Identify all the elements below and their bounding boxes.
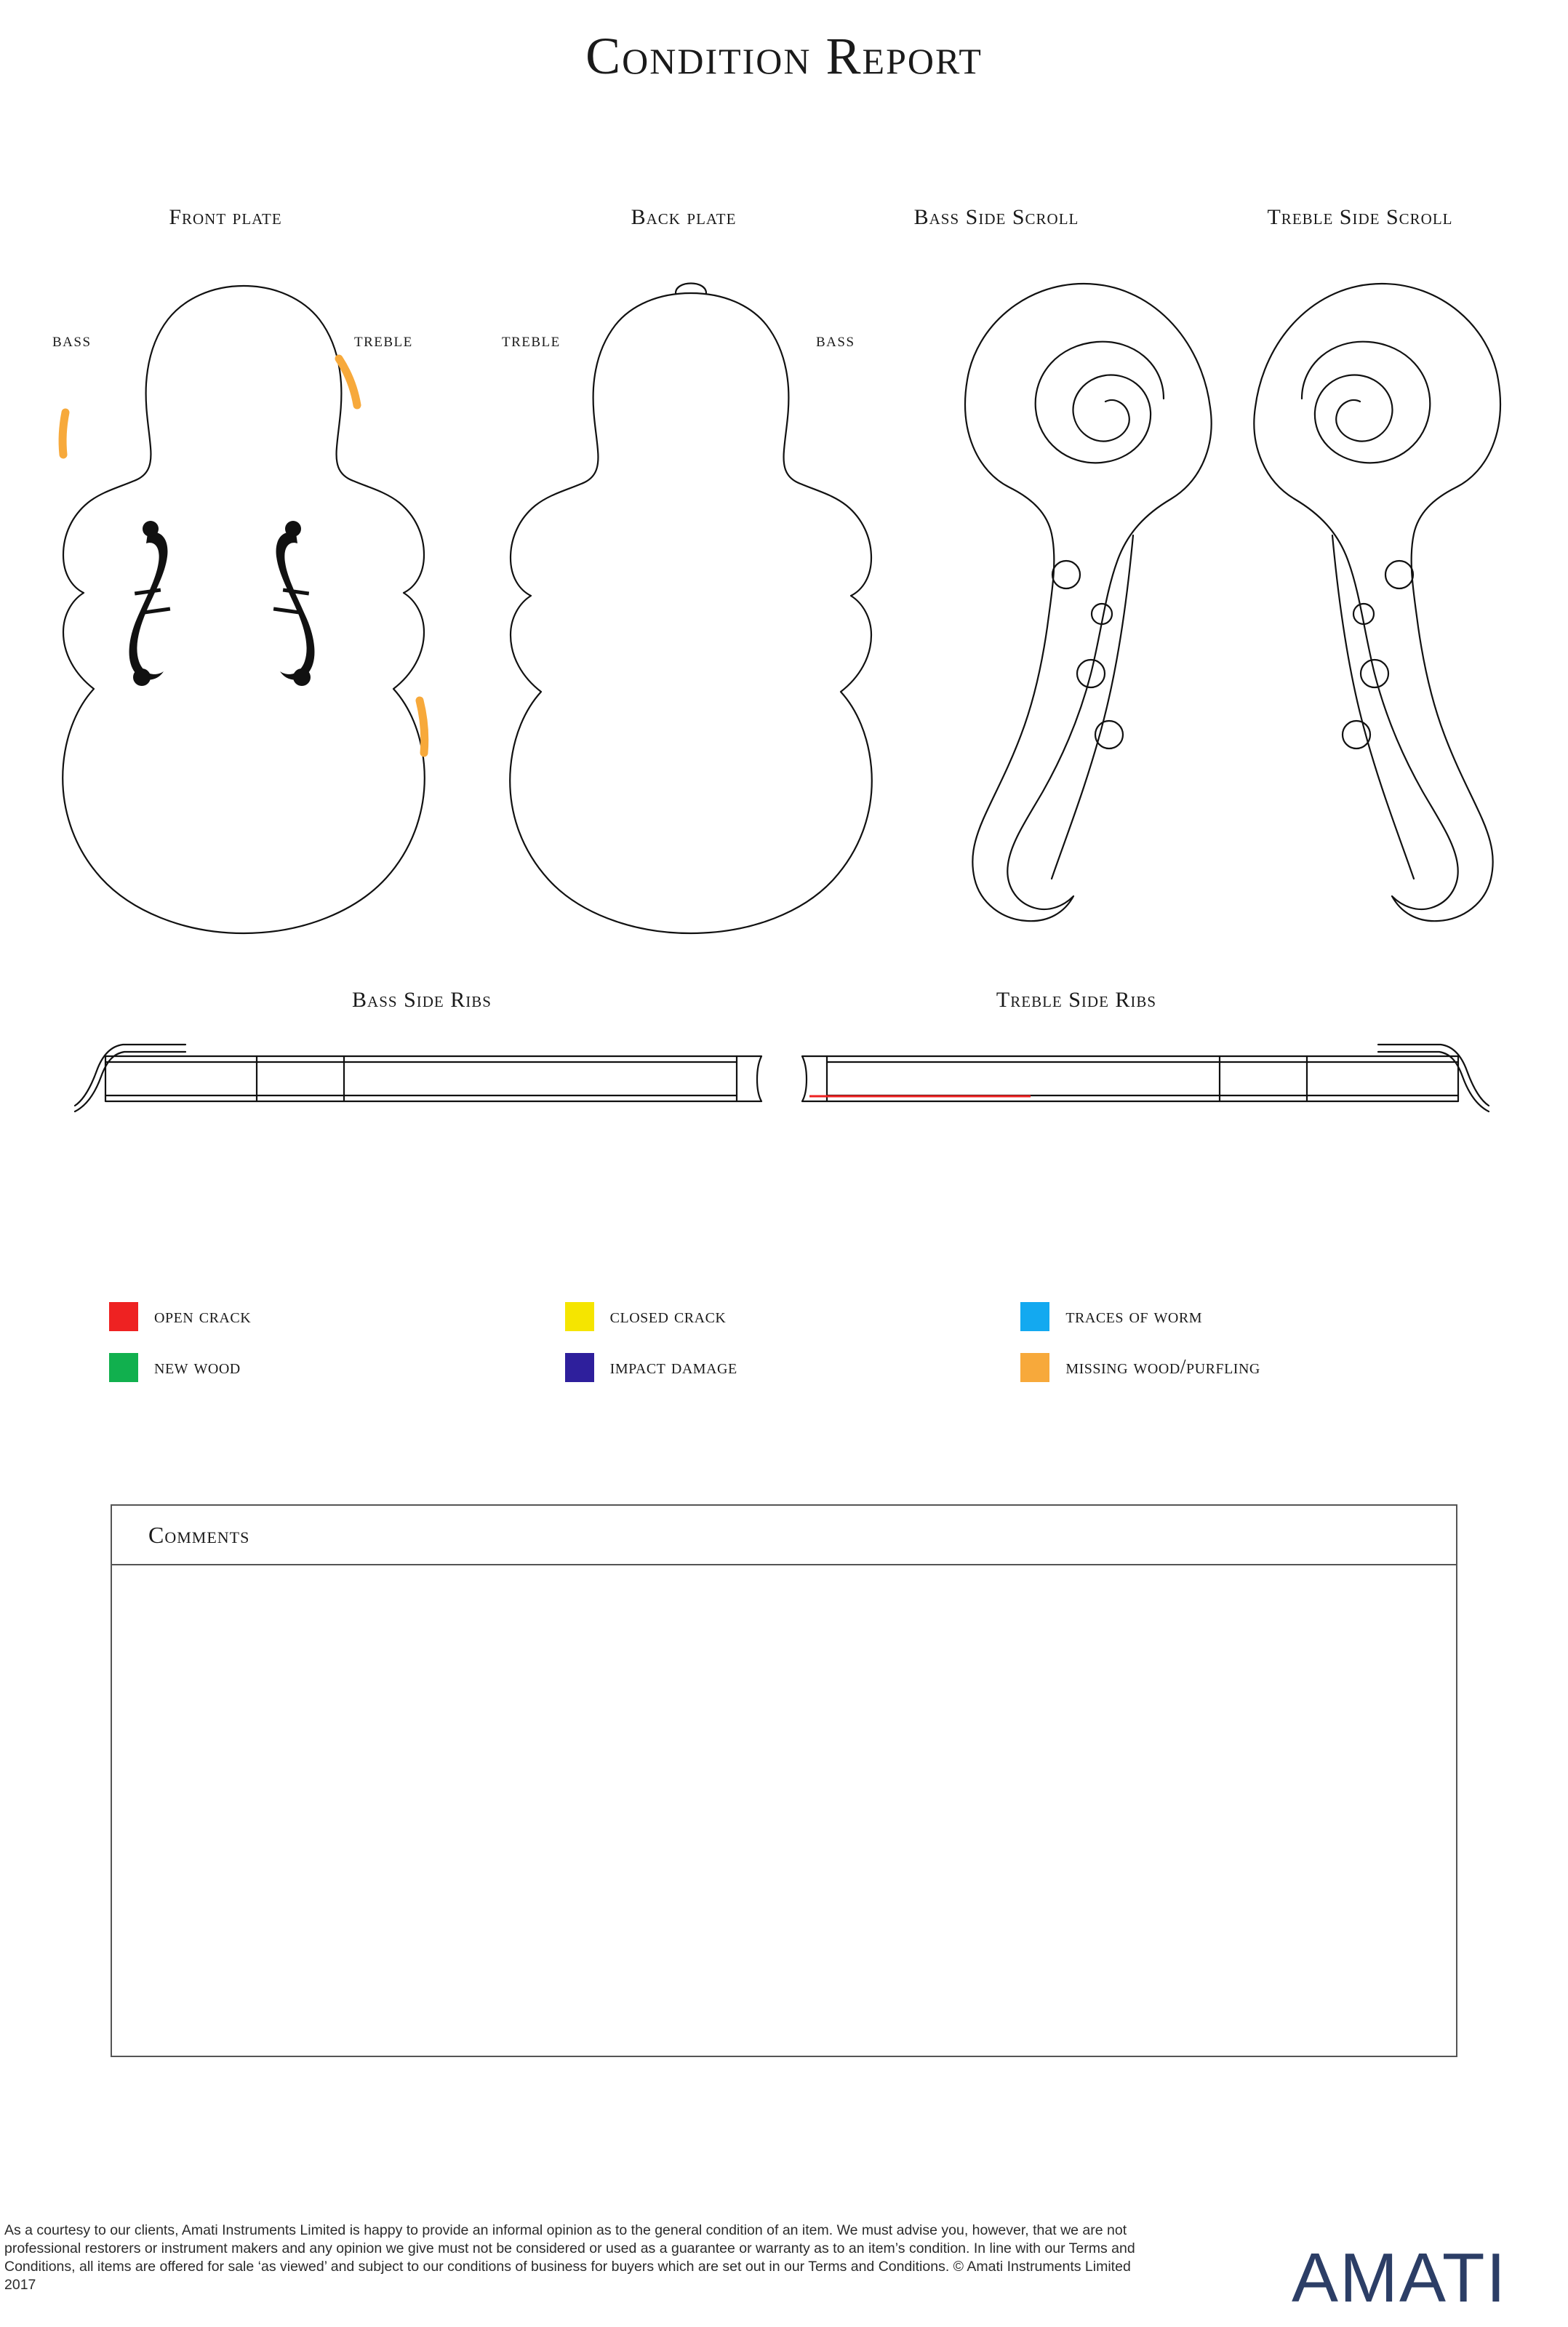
legend-label-open-crack: open crack	[154, 1305, 252, 1328]
swatch-open-crack	[109, 1302, 138, 1331]
legend-row-2	[109, 1353, 1476, 1382]
caption-treble-side-ribs: Treble Side Ribs	[996, 988, 1157, 1012]
legend-item-new-wood	[109, 1353, 565, 1382]
f-hole-bass	[129, 521, 171, 686]
comments-box	[111, 1504, 1457, 2057]
legend-item-missing-wood	[1020, 1353, 1476, 1382]
caption-back-plate: Back plate	[631, 205, 737, 229]
bass-side-ribs-diagram[interactable]	[69, 1024, 767, 1126]
legend-label-new-wood: new wood	[154, 1356, 241, 1378]
amati-logo-text: AMATI	[1292, 2243, 1508, 2317]
marking-missing-wood-upper-bass	[63, 412, 65, 455]
comments-header	[112, 1506, 1456, 1565]
swatch-impact-damage	[565, 1353, 594, 1382]
swatch-missing-wood	[1020, 1353, 1049, 1382]
bass-side-scroll-diagram[interactable]	[945, 269, 1222, 946]
legend	[109, 1302, 1476, 1404]
swatch-new-wood	[109, 1353, 138, 1382]
caption-bass-side-ribs: Bass Side Ribs	[352, 988, 492, 1012]
front-plate-treble-label: TREBLE	[354, 335, 413, 350]
legend-row-1	[109, 1302, 1476, 1331]
comments-input[interactable]	[112, 1565, 1456, 2057]
legend-label-traces-of-worm: traces of worm	[1065, 1305, 1203, 1328]
disclaimer-text: As a courtesy to our clients, Amati Instruments Limited is happy to provide an informal opinion as to the general condition of an item. We must advise you, however, that we are not professional restorers or instrument makers and any opinion we give must not be considered or used as a guarantee or warranty as to an item’s condition. In line with our Terms and Conditions, all items are offered for sale ‘as viewed’ and subject to our conditions of business for buyers which are set out in our Terms and Conditions. © Amati Instruments Limited 2017	[4, 2222, 1135, 2293]
back-plate-diagram[interactable]	[487, 273, 895, 949]
swatch-traces-of-worm	[1020, 1302, 1049, 1331]
legend-item-impact-damage	[565, 1353, 1021, 1382]
front-plate-bass-label: BASS	[52, 335, 92, 350]
legend-label-impact-damage: impact damage	[609, 1356, 737, 1378]
legend-label-closed-crack: closed crack	[609, 1305, 727, 1328]
legend-label-missing-wood: missing wood/purfling	[1065, 1356, 1260, 1378]
caption-front-plate: Front plate	[169, 205, 282, 229]
caption-treble-side-scroll: Treble Side Scroll	[1267, 205, 1453, 229]
treble-side-ribs-diagram[interactable]	[796, 1024, 1495, 1126]
footer	[0, 2222, 1568, 2327]
caption-bass-side-scroll: Bass Side Scroll	[913, 205, 1079, 229]
legend-item-traces-of-worm	[1020, 1302, 1476, 1331]
back-plate-bass-label: BASS	[816, 335, 855, 350]
legend-item-open-crack	[109, 1302, 565, 1331]
comments-label: Comments	[148, 1521, 250, 1548]
page-title: Condition Report	[585, 27, 983, 86]
legend-item-closed-crack	[565, 1302, 1021, 1331]
treble-side-scroll-diagram[interactable]	[1244, 269, 1520, 946]
amati-logo	[1292, 2243, 1568, 2323]
swatch-closed-crack	[565, 1302, 594, 1331]
f-hole-treble	[273, 521, 315, 686]
front-plate-diagram[interactable]	[40, 273, 447, 949]
back-plate-treble-label: TREBLE	[502, 335, 561, 350]
